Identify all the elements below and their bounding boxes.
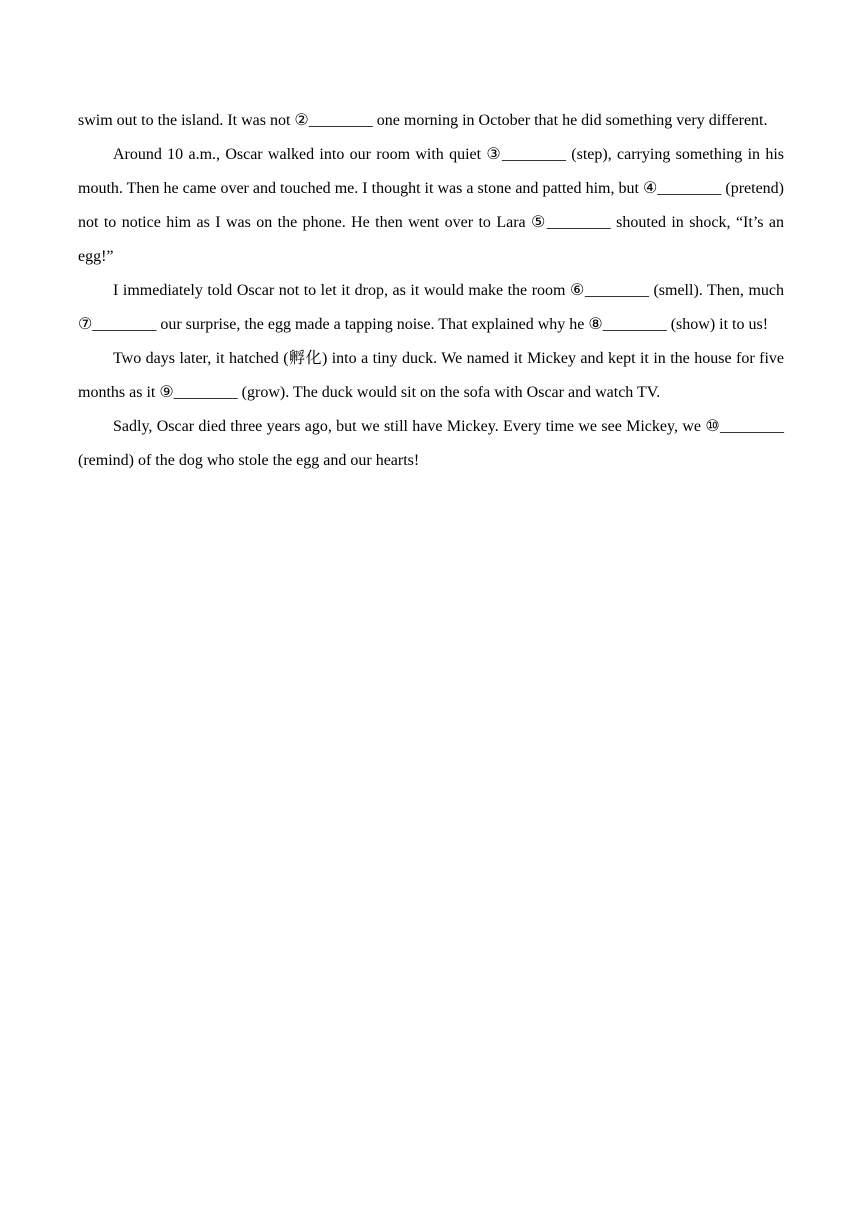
paragraph-2: Around 10 a.m., Oscar walked into our room with quiet ③________ (step), carrying something in his mouth. Then he came over and touched me. I thought it was a stone and patted him, but ④________ (pretend) not to notice him as I was on the phone. He then went over to Lara ⑤________ shouted in shock, “It’s an egg!” — [78, 146, 784, 265]
paragraph-5: Sadly, Oscar died three years ago, but we still have Mickey. Every time we see Mickey, we ⑩________ (remind) of the dog who stole the egg and our hearts! — [78, 418, 784, 469]
paragraph-3: I immediately told Oscar not to let it drop, as it would make the room ⑥________ (smell). Then, much ⑦________ our surprise, the egg made a tapping noise. That explained why he ⑧________ (show) it to us! — [78, 282, 784, 333]
document-body — [78, 104, 784, 478]
paragraph-1: swim out to the island. It was not ②________ one morning in October that he did something very different. — [78, 112, 768, 129]
paragraph-4: Two days later, it hatched (孵化) into a tiny duck. We named it Mickey and kept it in the house for five months as it ⑨________ (grow). The duck would sit on the sofa with Oscar and watch TV. — [78, 350, 784, 401]
